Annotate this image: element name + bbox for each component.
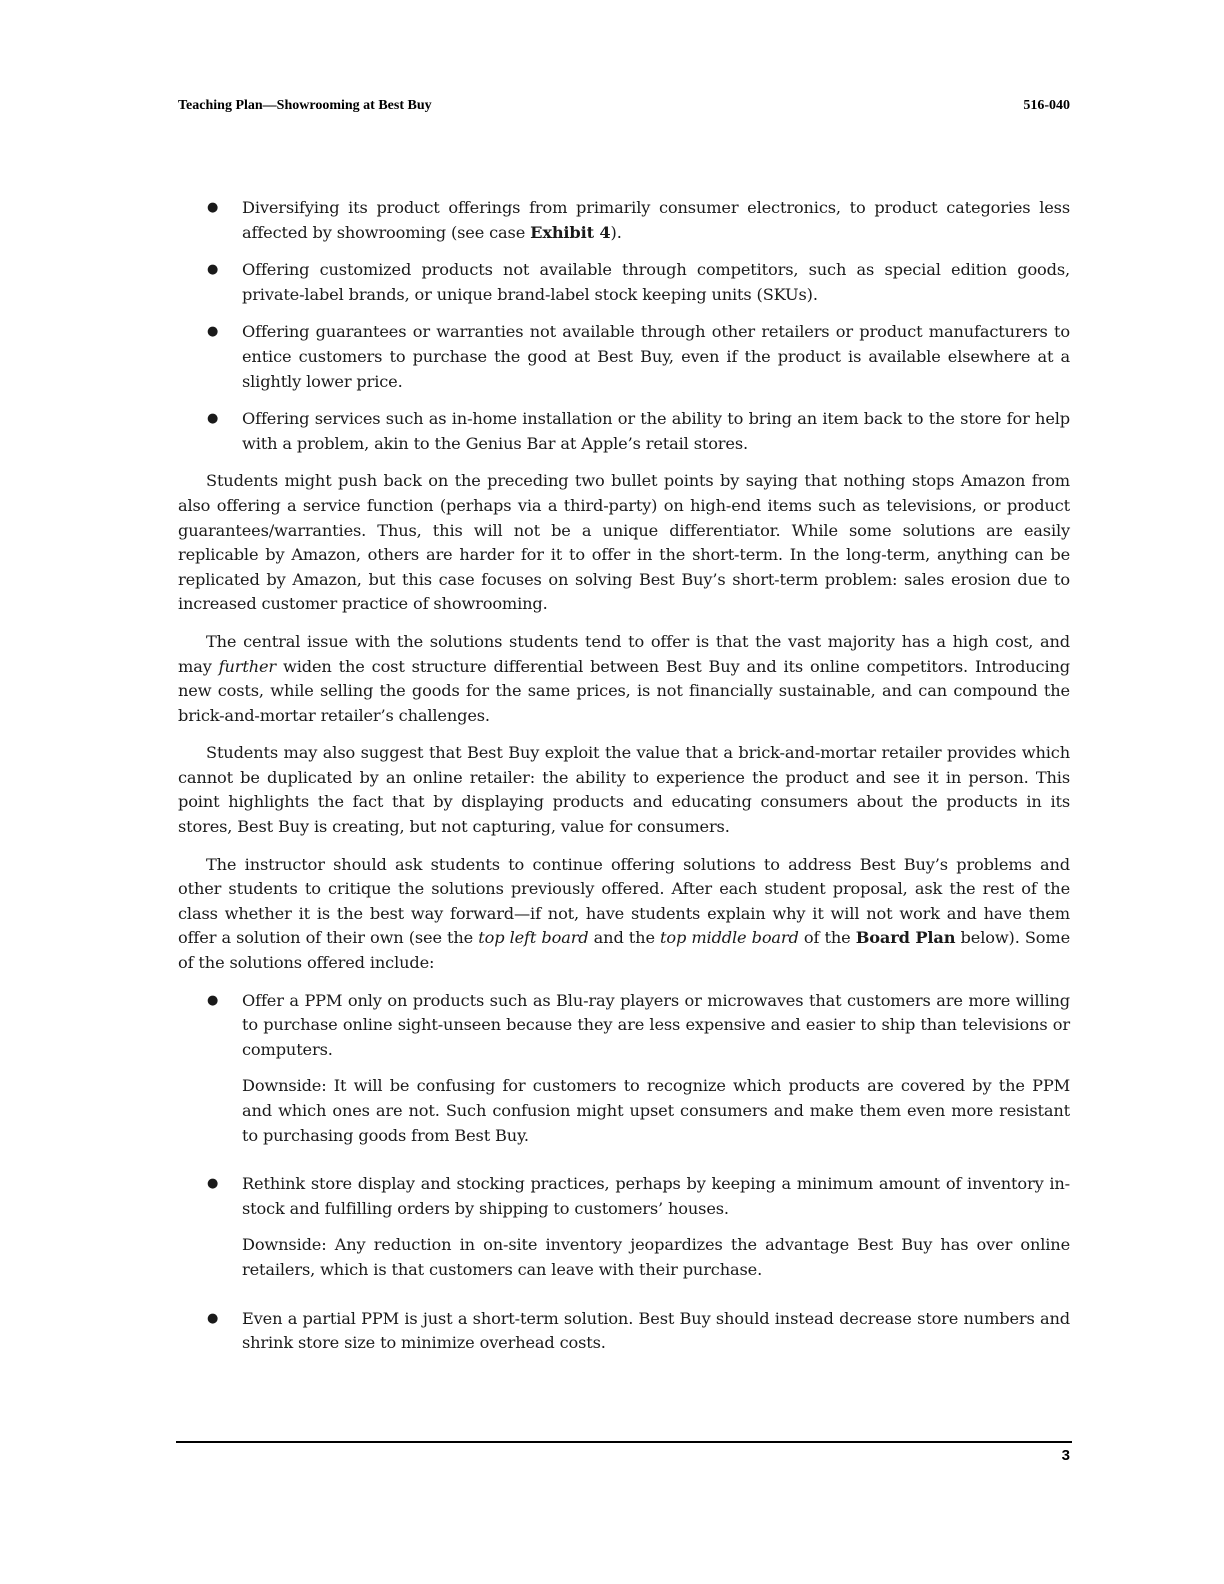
emphasis: top middle board bbox=[660, 928, 799, 948]
emphasis: top left board bbox=[478, 928, 589, 948]
bullet-list-bottom bbox=[178, 989, 1070, 1356]
bullet-icon: ● bbox=[207, 262, 219, 278]
exhibit-reference: Exhibit 4 bbox=[530, 222, 611, 242]
emphasis: further bbox=[218, 656, 277, 676]
paragraph: The instructor should ask students to continue offering solutions to address Best Buy’s problems and other students to critique the solutions previously offered. After each student proposal, ask the rest of the class whether it is the best way forward—if not, have students explain why it will not work and have them offer a solution of their own (see the top left board and the top middle board of the Board Plan below). Some of the solutions offered include: bbox=[178, 854, 1071, 973]
bullet-icon: ● bbox=[207, 200, 219, 215]
page-body bbox=[178, 196, 1070, 1369]
paragraph: Students might push back on the preceding two bullet points by saying that nothing stops Amazon from also offering a service function (perhaps via a third-party) on high-end items such as televisions, or product guarantees/warranties. Thus, this will not be a unique differentiator. While some solutions are easily replicable by Amazon, others are harder for it to offer in the short-term. In the long-term, anything can be replicated by Amazon, but this case focuses on solving Best Buy’s short-term problem: sales erosion due to increased customer practice of showrooming. bbox=[178, 471, 1070, 614]
list-item: ● Rethink store display and stocking practices, perhaps by keeping a minimum amount of inventory in-stock and fulfilling orders by shipping to customers’ houses. Downside: Any reduction in on-site inventory jeopardizes the advantage Best Buy has over online retailers, which is that customers can leave with their purchase. bbox=[178, 1172, 1070, 1282]
page-number: 3 bbox=[1061, 1447, 1070, 1464]
bullet-icon: ● bbox=[207, 324, 219, 340]
bullet-icon: ● bbox=[207, 1176, 219, 1192]
list-item: ● Offering guarantees or warranties not available through other retailers or product manufacturers to entice customers to purchase the good at Best Buy, even if the product is available elsewhere at a slightly lower price. bbox=[207, 322, 1070, 391]
header-title: Teaching Plan—Showrooming at Best Buy bbox=[178, 98, 432, 113]
downside-note: Downside: It will be confusing for customers to recognize which products are covered by the PPM and which ones are not. Such confusion might upset consumers and make them even more resistant to purchasing goods from Best Buy. bbox=[242, 1076, 1070, 1145]
list-item: ● Offering customized products not available through competitors, such as special edition goods, private-label brands, or unique brand-label stock keeping units (SKUs). bbox=[207, 260, 1070, 304]
paragraph: Students may also suggest that Best Buy exploit the value that a brick-and-mortar retailer provides which cannot be duplicated by an online retailer: the ability to experience the product and see it in person. This point highlights the fact that by displaying products and educating consumers about the products in its stores, Best Buy is creating, but not capturing, value for consumers. bbox=[178, 743, 1070, 837]
list-item: ● Offering services such as in-home installation or the ability to bring an item back to the store for help with a problem, akin to the Genius Bar at Apple’s retail stores. bbox=[207, 409, 1070, 453]
list-item: ● Diversifying its product offerings from primarily consumer electronics, to product categories less affected by showrooming (see case Exhibit 4). bbox=[207, 198, 1070, 242]
bullet-icon: ● bbox=[207, 1310, 219, 1326]
bullet-list-top bbox=[178, 196, 1070, 456]
running-header bbox=[178, 98, 1070, 114]
bullet-icon: ● bbox=[207, 411, 219, 427]
board-plan-reference: Board Plan bbox=[855, 928, 956, 948]
paragraph: The central issue with the solutions students tend to offer is that the vast majority has a high cost, and may further widen the cost structure differential between Best Buy and its online competitors. Introducing new costs, while selling the goods for the same prices, is not financially sustainable, and can compound the brick-and-mortar retailer’s challenges. bbox=[178, 631, 1070, 725]
list-item: ● Even a partial PPM is just a short-term solution. Best Buy should instead decrease store numbers and shrink store size to minimize overhead costs. bbox=[207, 1308, 1070, 1353]
header-case-code: 516-040 bbox=[1023, 98, 1070, 113]
footer-divider bbox=[176, 1441, 1072, 1443]
downside-note: Downside: Any reduction in on-site inventory jeopardizes the advantage Best Buy has over online retailers, which is that customers can leave with their purchase. bbox=[242, 1235, 1070, 1279]
bullet-icon: ● bbox=[207, 992, 219, 1008]
list-item: ● Offer a PPM only on products such as Blu-ray players or microwaves that customers are more willing to purchase online sight-unseen because they are less expensive and easier to ship than televisions or computers. Downside: It will be confusing for customers to recognize which products are covered by the PPM and which ones are not. Such confusion might upset consumers and make them even more resistant to purchasing goods from Best Buy. bbox=[178, 989, 1070, 1149]
